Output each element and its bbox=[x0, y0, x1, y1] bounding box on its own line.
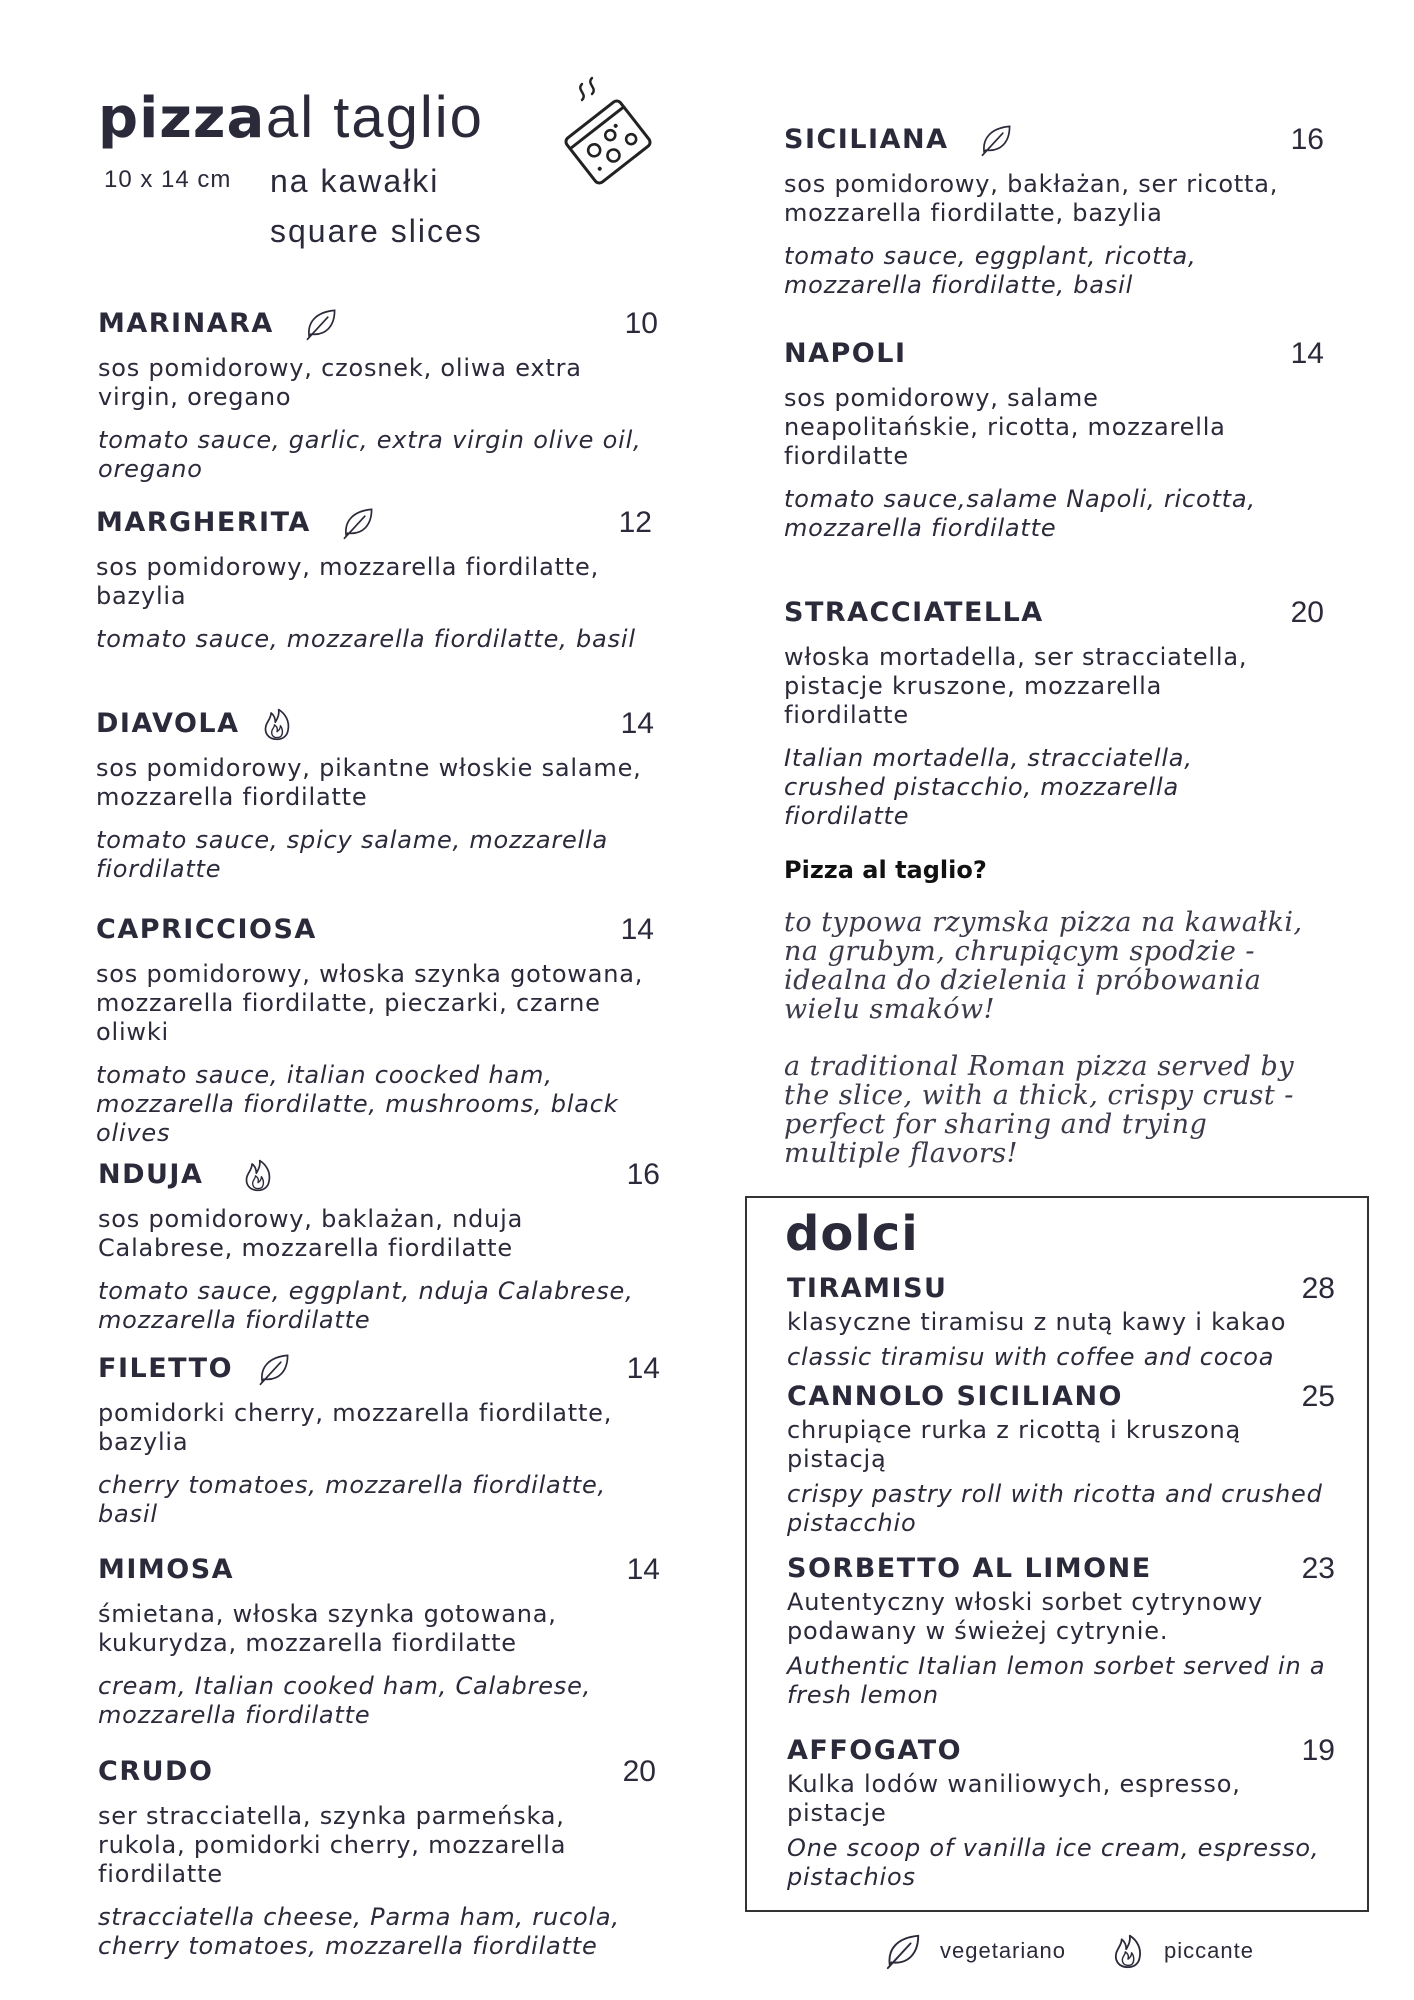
item-description-en: tomato sauce, eggplant, ricotta, mozzarella fiordilatte, basil bbox=[784, 242, 1197, 299]
legend-label: vegetariano bbox=[940, 1938, 1066, 1963]
item-description-pl: włoska mortadella, ser stracciatella, pistacje kruszone, mozzarella fiordilatte bbox=[784, 643, 1248, 729]
item-price: 16 bbox=[1290, 123, 1324, 156]
item-description-pl: ser stracciatella, szynka parmeńska, rukola, pomidorki cherry, mozzarella fiordilatte bbox=[98, 1802, 567, 1888]
item-price: 12 bbox=[618, 506, 652, 539]
item-description-en: One scoop of vanilla ice cream, espresso, pistachios bbox=[787, 1834, 1320, 1891]
dolci-section bbox=[745, 1196, 1369, 1912]
item-price: 25 bbox=[1301, 1380, 1335, 1413]
item-description-pl: klasyczne tiramisu z nutą kawy i kakao bbox=[787, 1308, 1287, 1336]
item-price: 23 bbox=[1301, 1552, 1335, 1585]
item-name: MARINARA bbox=[98, 308, 274, 339]
menu-item-margherita bbox=[96, 503, 656, 654]
item-name: AFFOGATO bbox=[787, 1735, 963, 1766]
item-description-en: stracciatella cheese, Parma ham, rucola, cherry tomatoes, mozzarella fiordilatte bbox=[98, 1903, 620, 1960]
item-description-pl: sos pomidorowy, salame neapolitańskie, ricotta, mozzarella fiordilatte bbox=[784, 384, 1226, 470]
item-name: DIAVOLA bbox=[96, 708, 240, 739]
item-name: CAPRICCIOSA bbox=[96, 914, 317, 945]
item-description-pl: Autentyczny włoski sorbet cytrynowy podawany w świeżej cytrynie. bbox=[787, 1588, 1263, 1645]
item-price: 19 bbox=[1301, 1734, 1335, 1767]
item-description-en: cherry tomatoes, mozzarella fiordilatte, basil bbox=[98, 1471, 606, 1528]
menu-item-filetto bbox=[98, 1349, 658, 1529]
item-description-en: crispy pastry roll with ricotta and crushed pistacchio bbox=[787, 1480, 1323, 1537]
item-description-pl: Kulka lodów waniliowych, espresso, pistacje bbox=[787, 1770, 1241, 1827]
title-al-taglio: al taglio bbox=[266, 85, 484, 150]
item-description-en: tomato sauce, spicy salame, mozzarella fiordilatte bbox=[96, 826, 609, 883]
item-description-pl: sos pomidorowy, pikantne włoskie salame, mozzarella fiordilatte bbox=[96, 754, 642, 811]
menu-item-nduja bbox=[98, 1155, 658, 1335]
item-price: 20 bbox=[622, 1755, 656, 1788]
legend-vegetarian bbox=[884, 1932, 1066, 1970]
item-price: 20 bbox=[1290, 596, 1324, 629]
item-name: SICILIANA bbox=[784, 124, 949, 155]
item-description-en: tomato sauce, mozzarella fiordilatte, basil bbox=[96, 625, 636, 653]
item-name: FILETTO bbox=[98, 1353, 234, 1384]
menu-item-diavola bbox=[96, 704, 656, 884]
item-name: CRUDO bbox=[98, 1756, 214, 1787]
pizza-slice-icon bbox=[552, 76, 664, 188]
legend-label: piccante bbox=[1164, 1938, 1254, 1963]
menu-item-marinara bbox=[98, 304, 658, 484]
item-name: NDUJA bbox=[98, 1159, 204, 1190]
item-price: 16 bbox=[626, 1158, 660, 1191]
menu-item-crudo bbox=[98, 1752, 658, 1961]
menu-item-mimosa bbox=[98, 1550, 658, 1730]
item-description-pl: sos pomidorowy, mozzarella fiordilatte, bazylia bbox=[96, 553, 599, 610]
item-description-pl: sos pomidorowy, włoska szynka gotowana, mozzarella fiordilatte, pieczarki, czarne oliwki bbox=[96, 960, 644, 1046]
item-description-en: cream, Italian cooked ham, Calabrese, mozzarella fiordilatte bbox=[98, 1672, 592, 1729]
dessert-item-tiramisu bbox=[787, 1272, 1335, 1372]
item-name: SORBETTO AL LIMONE bbox=[787, 1553, 1152, 1584]
item-name: MARGHERITA bbox=[96, 507, 311, 538]
item-description-pl: pomidorki cherry, mozzarella fiordilatte, bazylia bbox=[98, 1399, 613, 1456]
about-text-en: a traditional Roman pizza served by the slice, with a thick, crispy crust - perfect for sharing and trying multiple flavors! bbox=[784, 1051, 1295, 1169]
dolci-title: dolci bbox=[785, 1206, 919, 1262]
item-price: 14 bbox=[1290, 337, 1324, 370]
menu-item-siciliana bbox=[784, 120, 1324, 300]
leaf-icon bbox=[341, 506, 375, 540]
item-name: CANNOLO SICILIANO bbox=[787, 1381, 1123, 1412]
item-description-en: tomato sauce, italian coocked ham, mozzarella fiordilatte, mushrooms, black olives bbox=[96, 1061, 619, 1147]
item-description-pl: sos pomidorowy, baklażan, nduja Calabrese, mozzarella fiordilatte bbox=[98, 1205, 524, 1262]
menu-item-capricciosa bbox=[96, 910, 656, 1148]
item-description-pl: sos pomidorowy, bakłażan, ser ricotta, mozzarella fiordilatte, bazylia bbox=[784, 170, 1279, 227]
dessert-item-sorbetto bbox=[787, 1552, 1335, 1710]
item-description-en: Authentic Italian lemon sorbet served in a fresh lemon bbox=[787, 1652, 1326, 1709]
item-price: 14 bbox=[626, 1352, 660, 1385]
item-name: MIMOSA bbox=[98, 1554, 235, 1585]
item-description-en: tomato sauce, eggplant, nduja Calabrese, mozzarella fiordilatte bbox=[98, 1277, 634, 1334]
menu-item-napoli bbox=[784, 334, 1324, 543]
item-price: 14 bbox=[620, 707, 654, 740]
item-description-en: tomato sauce,salame Napoli, ricotta, mozzarella fiordilatte bbox=[784, 485, 1256, 542]
item-price: 28 bbox=[1301, 1272, 1335, 1305]
item-name: TIRAMISU bbox=[787, 1273, 948, 1304]
item-name: NAPOLI bbox=[784, 338, 907, 369]
item-description-pl: śmietana, włoska szynka gotowana, kukurydza, mozzarella fiordilatte bbox=[98, 1600, 557, 1657]
subtitle-pl: na kawałki bbox=[270, 163, 440, 199]
item-name: STRACCIATELLA bbox=[784, 597, 1044, 628]
title-pizza: pizza bbox=[98, 86, 266, 151]
item-description-en: tomato sauce, garlic, extra virgin olive oil, oregano bbox=[98, 426, 642, 483]
item-description-en: classic tiramisu with coffee and cocoa bbox=[787, 1343, 1275, 1371]
about-question: Pizza al taglio? bbox=[784, 856, 987, 884]
dessert-item-affogato bbox=[787, 1734, 1335, 1892]
about-text-pl: to typowa rzymska pizza na kawałki, na grubym, chrupiącym spodzie - idealna do dzielenia i próbowania wielu smaków! bbox=[784, 907, 1303, 1025]
item-price: 14 bbox=[626, 1553, 660, 1586]
dessert-item-cannolo bbox=[787, 1380, 1335, 1538]
item-description-pl: chrupiące rurka z ricottą i kruszoną pistacją bbox=[787, 1416, 1242, 1473]
item-description-en: Italian mortadella, stracciatella, crushed pistacchio, mozzarella fiordilatte bbox=[784, 744, 1193, 830]
leaf-icon bbox=[884, 1932, 922, 1970]
legend-spicy bbox=[1110, 1932, 1254, 1970]
leaf-icon bbox=[257, 1352, 291, 1386]
item-description-pl: sos pomidorowy, czosnek, oliwa extra virgin, oregano bbox=[98, 354, 582, 411]
leaf-icon bbox=[304, 307, 338, 341]
slice-size: 10 x 14 cm bbox=[104, 166, 232, 193]
flame-icon bbox=[241, 1158, 275, 1192]
item-price: 10 bbox=[624, 307, 658, 340]
flame-icon bbox=[260, 707, 294, 741]
leaf-icon bbox=[979, 123, 1013, 157]
subtitle-en: square slices bbox=[270, 213, 483, 249]
menu-item-stracciatella bbox=[784, 593, 1324, 831]
item-price: 14 bbox=[620, 913, 654, 946]
flame-icon bbox=[1110, 1932, 1146, 1970]
